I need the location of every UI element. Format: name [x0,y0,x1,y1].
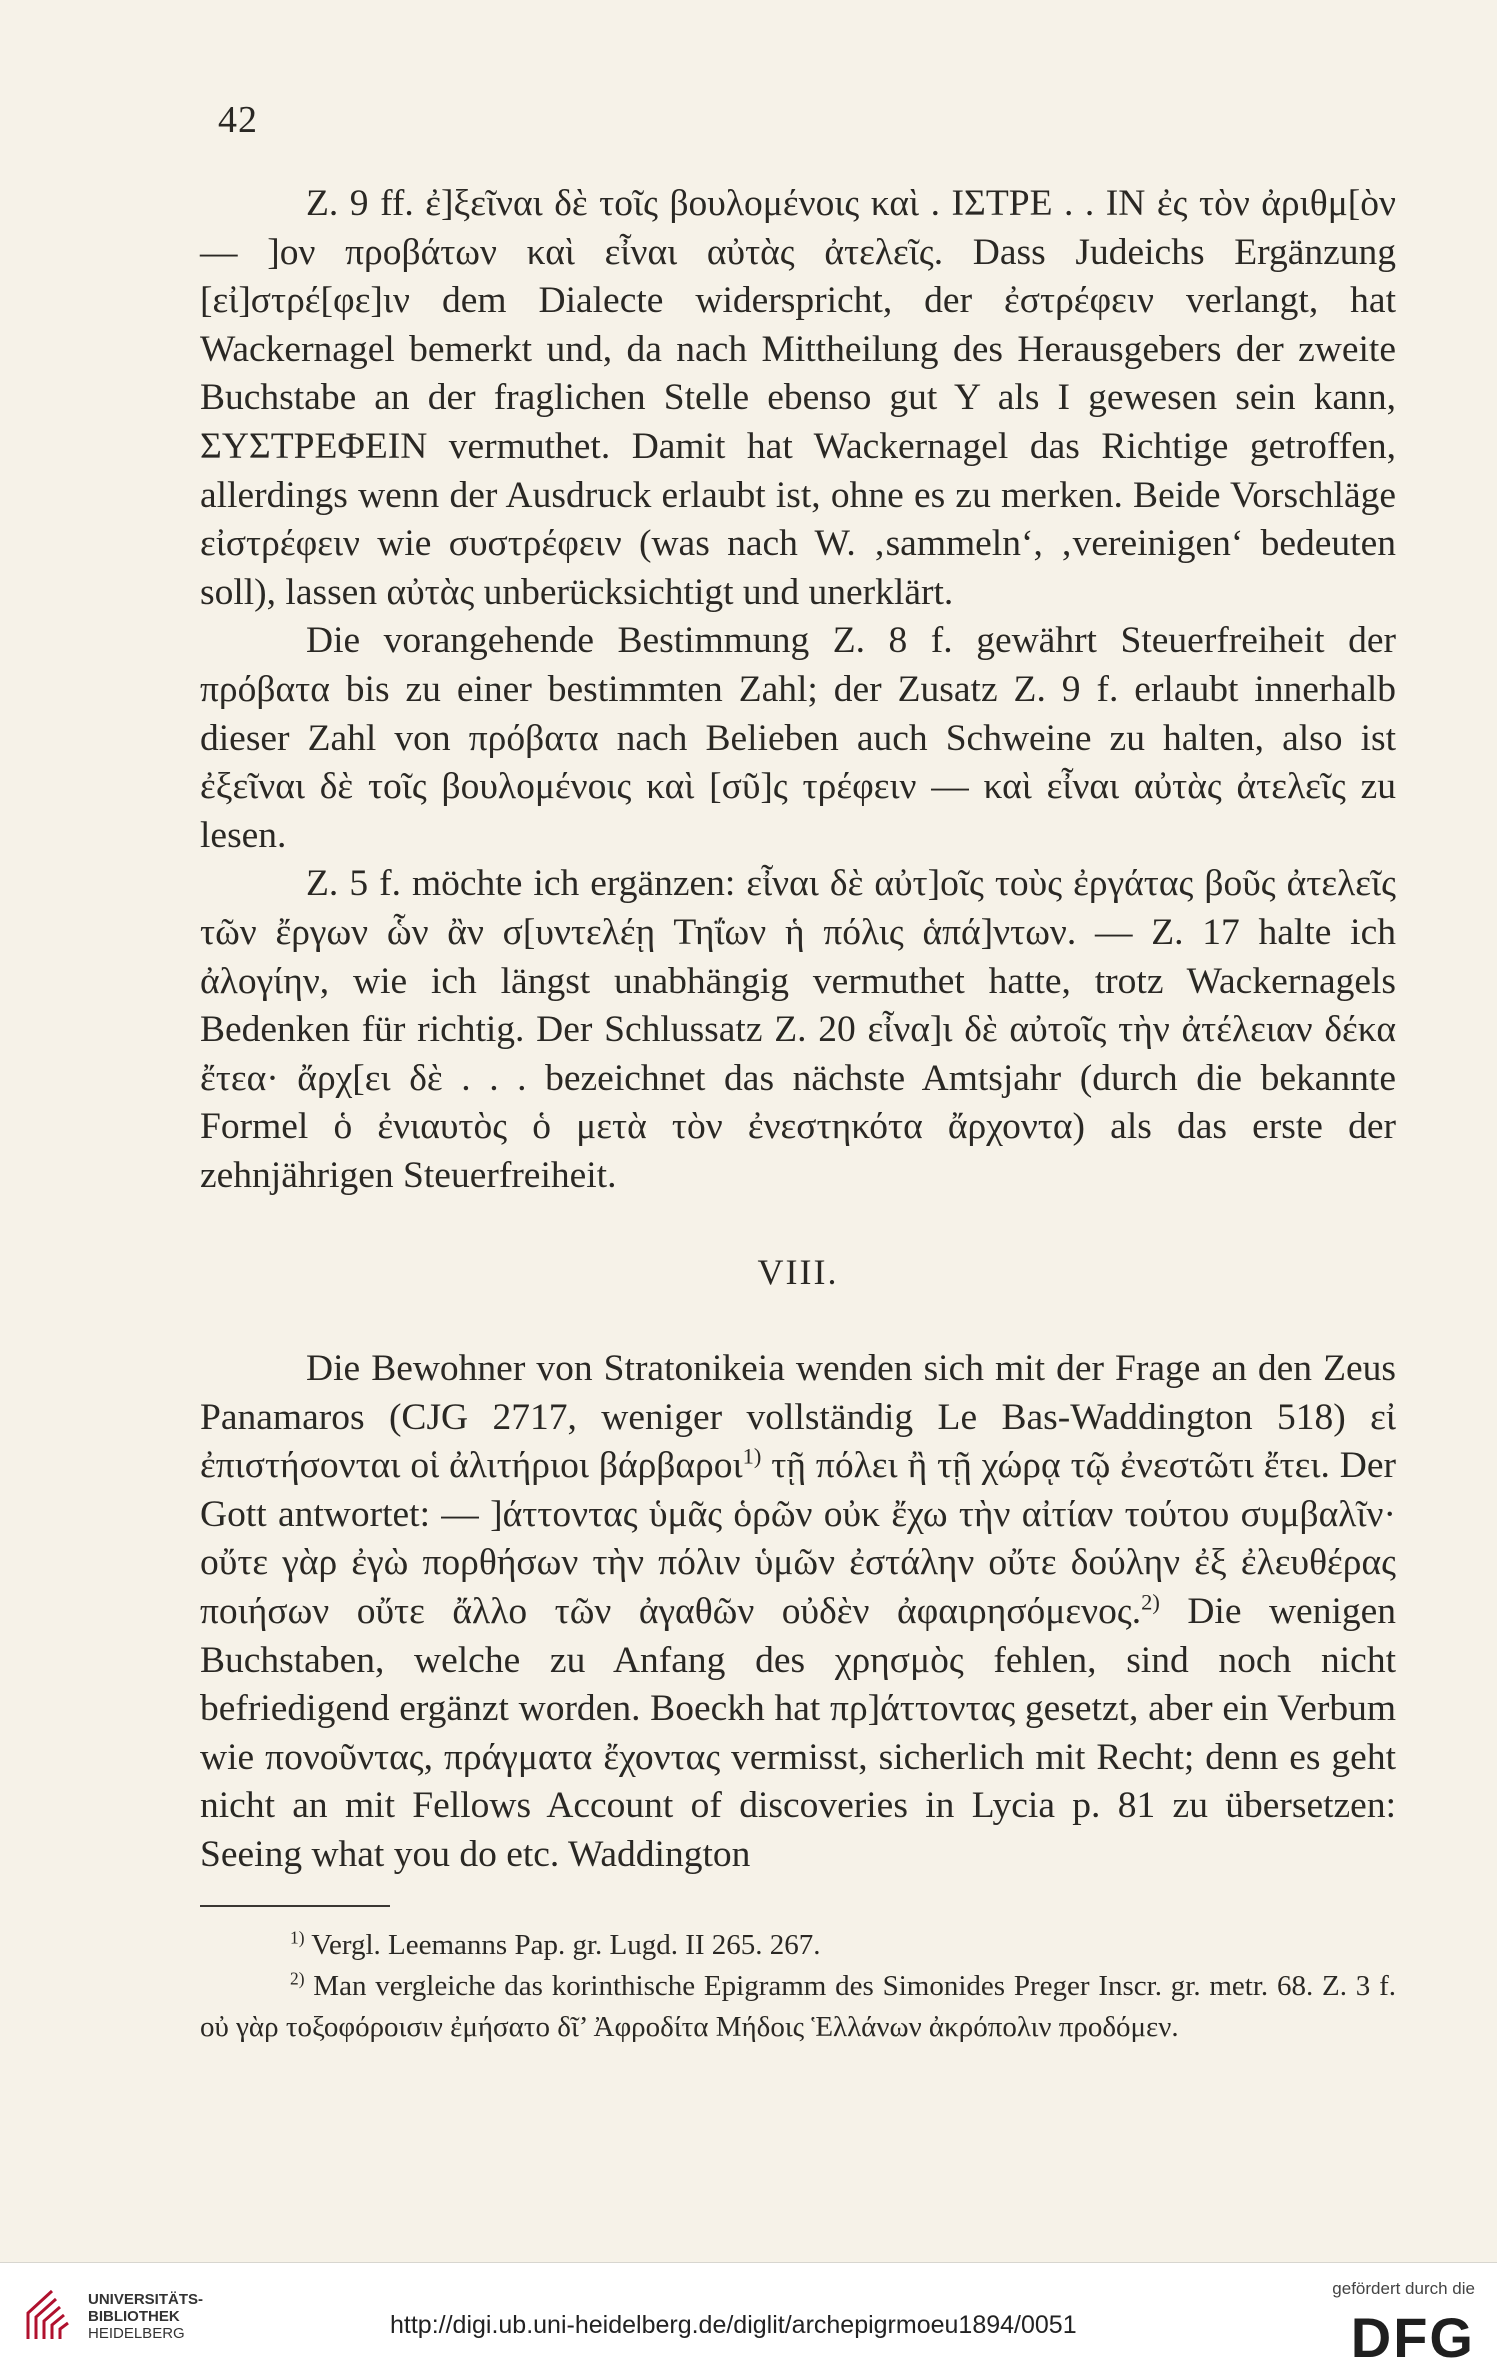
paragraph-2: Die vorangehende Bestimmung Z. 8 f. gewährt Steuerfreiheit der πρόβατα bis zu einer bestimmten Zahl; der Zusatz Z. 9 f. erlaubt innerhalb dieser Zahl von πρόβατα nach Belieben auch Schweine zu halten, also ist ἐξεῖναι δὲ τοῖς βουλομένοις καὶ [σῦ]ς τρέφειν — καὶ εἶναι αὐτὰς ἀτελεῖς zu lesen. [200,620,1396,856]
library-line-1: UNIVERSITÄTS- [88,2291,204,2308]
footnote-rule [200,1905,390,1907]
footnote-2-marker: 2) [290,1968,305,1989]
library-line-3: HEIDELBERG [88,2325,185,2342]
ub-heidelberg-logo-icon[interactable] [22,2283,84,2345]
paragraph-viii [200,1345,1396,1880]
paragraph-viii-part2: τῇ πόλει ἢ τῇ χώρᾳ τῷ ἐνεστῶτι ἔτει. Der Gott antwortet: — ]άττοντας ὑμᾶς ὁρῶν οὐκ ἔχω τὴν αἰτίαν τούτου συμβαλῖν· οὔτε γὰρ ἐγὼ πορθήσων τὴν πόλιν ὑμῶν ἐστάλην οὔτε δούλην ἐξ ἐλευθέρας ποιήσων οὔτε ἄλλο τῶν ἀγαθῶν οὐδὲν ἀφαιρησόμενος. [200,1445,1397,1633]
library-line-2: BIBLIOTHEK [88,2308,180,2325]
section-heading: VIII. [757,1252,839,1293]
footnote-1-text: Vergl. Leemanns Pap. gr. Lugd. II 265. 267. [304,1929,821,1961]
footnote-2-text: Man vergleiche das korinthische Epigramm des Simonides Preger Inscr. gr. metr. 68. Z. 3 f. οὐ γὰρ τοξοφόροισιν ἐμήσατο δῖ’ Ἀφροδίτα Μήδοις Ἑλλάνων ἀκρόπολιν προδόμεν. [200,1970,1396,2043]
footer [0,2262,1497,2378]
paragraph-3: Z. 5 f. möchte ich ergänzen: εἶναι δὲ αὐτ]οῖς τοὺς ἐργάτας βοῦς ἀτελεῖς τῶν ἔργων ὧν ἂν σ[υντελέῃ Τηΐων ἡ πόλις ἁπά]ντων. — Z. 17 halte ich ἀλογίην, wie ich längst unabhängig vermuthet hatte, trotz Wackernagels Bedenken für richtig. Der Schlussatz Z. 20 εἶνα]ι δὲ αὐτοῖς τὴν ἀτέλειαν δέκα ἔτεα· ἄρχ[ει δὲ . . . bezeichnet das nächste Amtsjahr (durch die bekannte Formel ὁ ἐνιαυτὸς ὁ μετὰ τὸν ἐνεστηκότα ἄρχοντα) als das erste der zehnjährigen Steuerfreiheit. [200,863,1396,1196]
footnotes [200,1925,1396,2048]
page-number: 42 [218,99,258,141]
dfg-logo[interactable]: DFG [1350,2306,1475,2369]
permalink-url[interactable]: http://digi.ub.uni-heidelberg.de/diglit/archepigrmoeu1894/0051 [390,2311,1077,2339]
footnote-ref-1: 1) [742,1443,762,1469]
funded-by-label: gefördert durch die [1332,2279,1475,2298]
footnote-ref-2: 2) [1141,1589,1160,1615]
library-name [88,2291,203,2342]
footnote-2 [200,1966,1396,2048]
paragraph-1: Z. 9 ff. ἐ]ξεῖναι δὲ τοῖς βουλομένοις καὶ . ΙΣΤΡΕ . . ΙΝ ἐς τὸν ἀριθμ[ὸν — ]ον προβάτων καὶ εἶναι αὐτὰς ἀτελεῖς. Dass Judeichs Ergänzung [εἰ]στρέ[φε]ιν dem Dialecte widerspricht, der ἐστρέφειν verlangt, hat Wackernagel bemerkt und, da nach Mittheilung des Herausgebers der zweite Buchstabe an der fraglichen Stelle ebenso gut Y als I gewesen sein kann, ΣΥΣΤΡΕΦΕΙΝ vermuthet. Damit hat Wackernagel das Richtige getroffen, allerdings wenn der Ausdruck erlaubt ist, ohne es zu merken. Beide Vorschläge εἰστρέφειν wie συστρέφειν (was nach W. ‚sammeln‘, ‚vereinigen‘ bedeuten soll), lassen αὐτὰς unberücksichtigt und unerklärt. [200,183,1396,613]
paragraph-viii-part1: Die Bewohner von Stratonikeia wenden sich mit der Frage an den Zeus Panamaros (CJG 2717, weniger vollständig Le Bas-Waddington 518) εἰ ἐπιστήσονται οἱ ἀλιτήριοι βάρβαροι [200,1348,1396,1487]
body-text [200,180,1396,1880]
footnote-1-marker: 1) [290,1927,305,1948]
paragraph-viii-part3: Die wenigen Buchstaben, welche zu Anfang des χρησμὸς fehlen, sind noch nicht befriedigend ergänzt worden. Boeckh hat πρ]άττοντας gesetzt, aber ein Verbum wie πονοῦντας, πράγματα ἔχοντας vermisst, sicherlich mit Recht; denn es geht nicht an mit Fellows Account of discoveries in Lycia p. 81 zu übersetzen: Seeing what you do etc. Waddington [200,1591,1397,1875]
footnote-1 [200,1925,1396,1966]
